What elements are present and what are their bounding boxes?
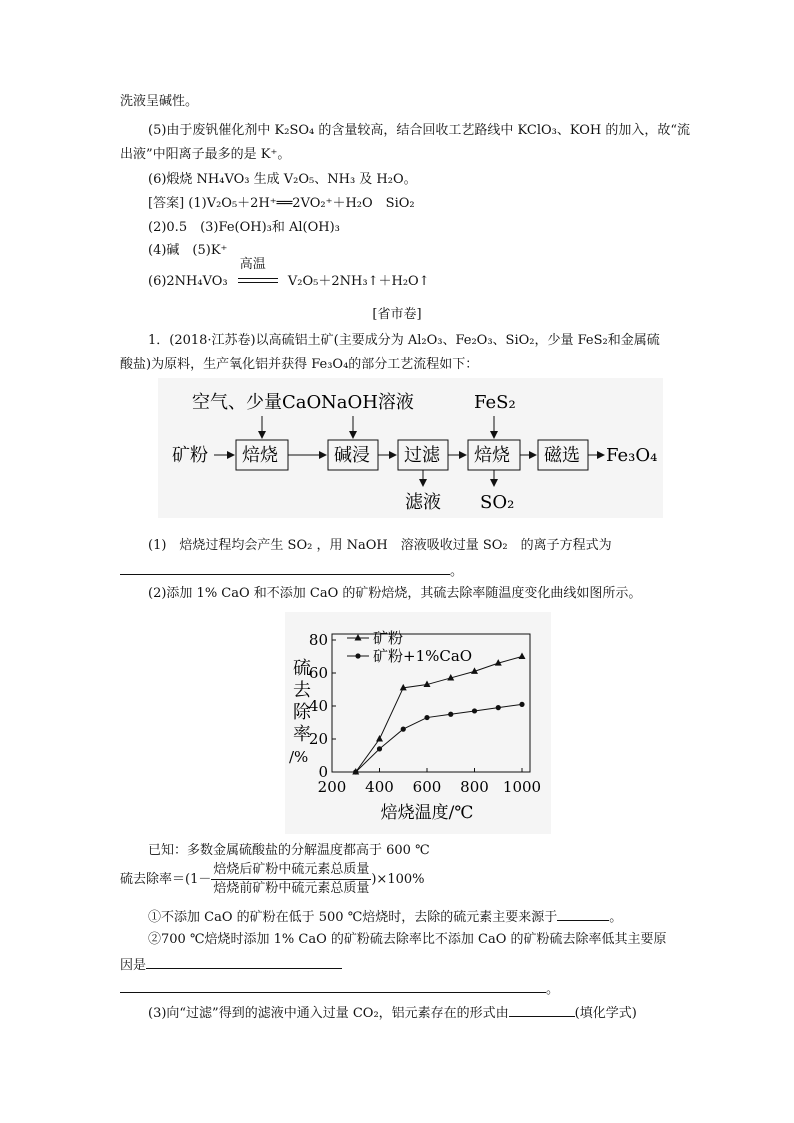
note: (填化学式) (574, 1006, 637, 1021)
y-tick-label: 60 (308, 664, 328, 682)
fraction-denominator: 焙烧前矿粉中硫元素总质量 (213, 881, 370, 896)
question-text: (2)添加 1% CaO 和不添加 CaO 的矿粉焙烧，其硫去除率随温度变化曲线如图所示。 (148, 586, 642, 601)
text-line: 出液”中阳离子最多的是 K⁺。 (120, 147, 291, 162)
y-axis-label: 硫去除率/% (289, 658, 311, 766)
formula-rhs: )×100% (371, 872, 425, 887)
y-tick-label: 40 (308, 697, 328, 715)
answer-blank[interactable] (120, 560, 450, 575)
data-point (519, 702, 524, 707)
subquestion: ①不添加 CaO 的矿粉在低于 500 ℃焙烧时，去除的硫元素主要来源于 (148, 910, 558, 925)
question-text (148, 906, 622, 928)
flow-box-label: 碱浸 (334, 445, 370, 466)
y-tick-label: 0 (318, 763, 328, 781)
answer-tag: [答案] (148, 196, 185, 211)
equation-lhs: (6)2NH₄VO₃ (148, 274, 228, 289)
equation-rhs: V₂O₅＋2NH₃↑＋H₂O↑ (287, 274, 430, 289)
flow-box-label: 过滤 (404, 445, 440, 466)
x-tick-label: 800 (460, 778, 489, 796)
answer-blank[interactable] (557, 906, 609, 921)
reaction-condition: 高温 (239, 256, 266, 272)
answer-blank[interactable] (120, 978, 546, 993)
fraction-numerator: 焙烧后矿粉中硫元素总质量 (211, 861, 371, 880)
answer-equation (148, 256, 430, 292)
flow-output-label: Fe₃O₄ (606, 445, 658, 466)
answer-blank-line (120, 978, 559, 1000)
text-line: 洗液呈碱性。 (120, 94, 199, 109)
question-text: ②700 ℃焙烧时添加 1% CaO 的矿粉硫去除率比不添加 CaO 的矿粉硫去除率低其主要原 (148, 932, 667, 947)
question-text (120, 954, 342, 976)
formula-lhs: 硫去除率＝(1－ (120, 872, 212, 887)
question-text: 1．(2018·江苏卷)以高硫铝土矿(主要成分为 Al₂O₃、Fe₂O₃、SiO₂，少量 FeS₂和金属硫 (148, 333, 660, 348)
data-point (353, 769, 358, 774)
process-flow-diagram (158, 378, 663, 518)
flow-box-label: 焙烧 (242, 445, 278, 466)
section-title: [省市卷] (372, 307, 422, 322)
x-axis-label: 焙烧温度/℃ (380, 803, 474, 823)
flow-output-label: SO₂ (480, 492, 515, 513)
question-text: 酸盐)为原料，生产氧化铝并获得 Fe₃O₄的部分工艺流程如下： (120, 357, 479, 372)
text-line: (5)由于废钒催化剂中 K₂SO₄ 的含量较高，结合回收工艺路线中 KClO₃、KOH 的加入，故“流 (148, 123, 690, 138)
punctuation: 。 (450, 564, 464, 579)
answer-blank[interactable] (509, 1002, 575, 1017)
flow-box-label: 磁选 (544, 445, 580, 466)
y-tick-label: 20 (308, 730, 328, 748)
answer-line: (2)0.5 (3)Fe(OH)₃和 Al(OH)₃ (148, 220, 340, 235)
punctuation: 。 (546, 982, 560, 997)
answer-line (148, 194, 415, 214)
flow-reagent-label: 空气、少量CaO (192, 392, 322, 413)
legend-label: 矿粉 (373, 629, 404, 647)
x-tick-label: 600 (412, 778, 442, 796)
answer-blank[interactable] (146, 954, 342, 969)
text-line: (6)煅烧 NH₄VO₃ 生成 V₂O₅、NH₃ 及 H₂O。 (148, 172, 417, 187)
flow-input-label: 矿粉 (172, 445, 208, 466)
data-point (472, 708, 477, 713)
legend-label: 矿粉+1%CaO (373, 647, 473, 665)
punctuation: 。 (609, 910, 623, 925)
legend-marker (355, 653, 360, 658)
data-point (448, 712, 453, 717)
x-tick-label: 400 (365, 778, 394, 796)
x-tick-label: 1000 (502, 778, 542, 796)
flow-output-label: 滤液 (405, 492, 441, 513)
known-condition: 已知：多数金属硫酸盐的分解温度都高于 600 ℃ (148, 843, 430, 858)
question-text (148, 1002, 637, 1024)
x-tick-label: 200 (317, 778, 347, 796)
y-tick-label: 80 (308, 631, 328, 649)
data-point (424, 715, 429, 720)
flow-reagent-label: FeS₂ (474, 392, 516, 413)
question-text: (1) 焙烧过程均会产生 SO₂ ，用 NaOH 溶液吸收过量 SO₂ 的离子方程式为 (148, 538, 612, 553)
answer-text: (1)V₂O₅＋2H⁺══2VO₂⁺＋H₂O SiO₂ (188, 196, 415, 211)
answer-line: (4)碱 (5)K⁺ (148, 243, 228, 258)
fraction (211, 861, 371, 898)
formula (120, 860, 425, 900)
data-point (496, 705, 501, 710)
line-chart (285, 612, 551, 834)
data-point (377, 746, 382, 751)
reaction-arrow (238, 256, 278, 289)
subquestion: (3)向“过滤”得到的滤液中通入过量 CO₂，铝元素存在的形式由 (148, 1006, 509, 1021)
flow-reagent-label: NaOH溶液 (321, 392, 414, 413)
answer-blank-line (120, 560, 463, 582)
flow-box-label: 焙烧 (474, 445, 510, 466)
subquestion: 因是 (120, 958, 147, 973)
data-point (401, 727, 406, 732)
